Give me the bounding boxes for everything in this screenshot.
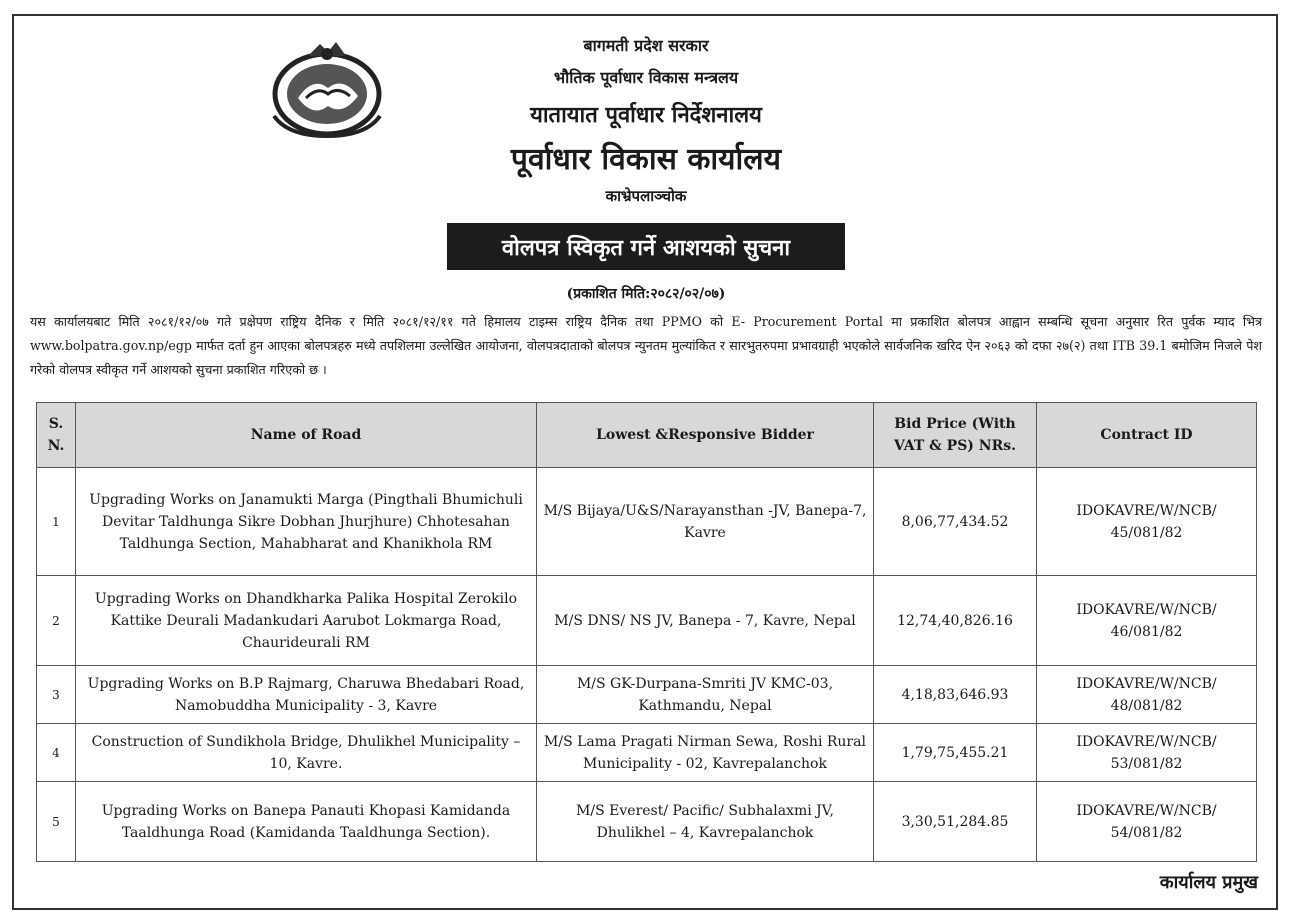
row-sn: 1 [37,468,76,576]
table-row [37,576,1257,666]
row-bidder: M/S DNS/ NS JV, Banepa - 7, Kavre, Nepal [537,576,874,666]
table-row [37,782,1257,862]
row-contract: IDOKAVRE/W/NCB/ 45/081/82 [1037,468,1257,576]
row-sn: 4 [37,724,76,782]
row-road: Upgrading Works on Dhandkharka Palika Hospital Zerokilo Kattike Deurali Madankudari Aarubot Lokmarga Road, Chaurideurali RM [76,576,537,666]
row-road: Upgrading Works on Janamukti Marga (Pingthali Bhumichuli Devitar Taldhunga Sikre Dobhan Jhurjhure) Chhotesahan Taldhunga Section, Mahabharat and Khanikhola RM [76,468,537,576]
table-row [37,468,1257,576]
row-price: 3,30,51,284.85 [874,782,1037,862]
row-price: 4,18,83,646.93 [874,666,1037,724]
row-contract: IDOKAVRE/W/NCB/ 54/081/82 [1037,782,1257,862]
row-price: 8,06,77,434.52 [874,468,1037,576]
header-district: काभ्रेपलाञ्चोक [605,187,687,205]
row-road: Upgrading Works on B.P Rajmarg, Charuwa Bhedabari Road, Namobuddha Municipality - 3, Kavre [76,666,537,724]
row-sn: 5 [37,782,76,862]
row-price: 12,74,40,826.16 [874,576,1037,666]
header-contract: Contract ID [1037,403,1257,468]
bid-results-table [36,402,1257,862]
row-contract: IDOKAVRE/W/NCB/ 46/081/82 [1037,576,1257,666]
row-bidder: M/S Everest/ Pacific/ Subhalaxmi JV, Dhulikhel – 4, Kavrepalanchok [537,782,874,862]
published-date: (प्रकाशित मिति:२०८२/०२/०७) [566,286,726,302]
header-office: पूर्वाधार विकास कार्यालय [510,142,782,177]
row-road: Upgrading Works on Banepa Panauti Khopasi Kamidanda Taaldhunga Road (Kamidanda Taaldhunga Section). [76,782,537,862]
office-chief-signature: कार्यालय प्रमुख [1159,872,1258,893]
header-price: Bid Price (With VAT & PS) NRs. [874,403,1037,468]
row-bidder: M/S Lama Pragati Nirman Sewa, Roshi Rural Municipality - 02, Kavrepalanchok [537,724,874,782]
header-sn: S. N. [37,403,76,468]
header-bidder: Lowest &Responsive Bidder [537,403,874,468]
table-row [37,724,1257,782]
table-header-row [37,403,1257,468]
row-bidder: M/S GK-Durpana-Smriti JV KMC-03, Kathmandu, Nepal [537,666,874,724]
row-contract: IDOKAVRE/W/NCB/ 53/081/82 [1037,724,1257,782]
intro-paragraph: यस कार्यालयबाट मिति २०८१/१२/०७ गते प्रक्षेपण राष्ट्रिय दैनिक र मिति २०८१/१२/११ गते हिमालय टाइम्स राष्ट्रिय दैनिक तथा PPMO को E- Procurement Portal मा प्रकाशित बोलपत्र आह्वान सम्बन्धि सूचना अनुसार रित पुर्वक म्याद भित्र www.bolpatra.gov.np/egp मार्फत दर्ता हुन आएका बोलपत्रहरु मध्ये तपशिलमा उल्लेखित आयोजना, वोलपत्रदाताको बोलपत्र न्युनतम मुल्यांकित र सारभुतरुपमा प्रभावग्राही भएकोले सार्वजनिक खरिद ऐन २०६३ को दफा २७(२) तथा ITB 39.1 बमोजिम निजले पेश गरेको वोलपत्र स्वीकृत गर्ने आशयको सुचना प्रकाशित गरिएको छ । [30,314,1262,377]
header-road: Name of Road [76,403,537,468]
row-contract: IDOKAVRE/W/NCB/ 48/081/82 [1037,666,1257,724]
header-province-government: बागमती प्रदेश सरकार [583,36,709,55]
notice-title-banner [447,223,845,270]
notice-title: वोलपत्र स्विकृत गर्ने आशयको सुचना [501,234,791,261]
row-price: 1,79,75,455.21 [874,724,1037,782]
header-directorate: यातायात पूर्वाधार निर्देशनालय [530,102,762,128]
row-road: Construction of Sundikhola Bridge, Dhulikhel Municipality – 10, Kavre. [76,724,537,782]
row-sn: 3 [37,666,76,724]
row-sn: 2 [37,576,76,666]
header-ministry: भौतिक पूर्वाधार विकास मन्त्रलय [553,68,739,87]
row-bidder: M/S Bijaya/U&S/Narayansthan -JV, Banepa-7, Kavre [537,468,874,576]
table-row [37,666,1257,724]
